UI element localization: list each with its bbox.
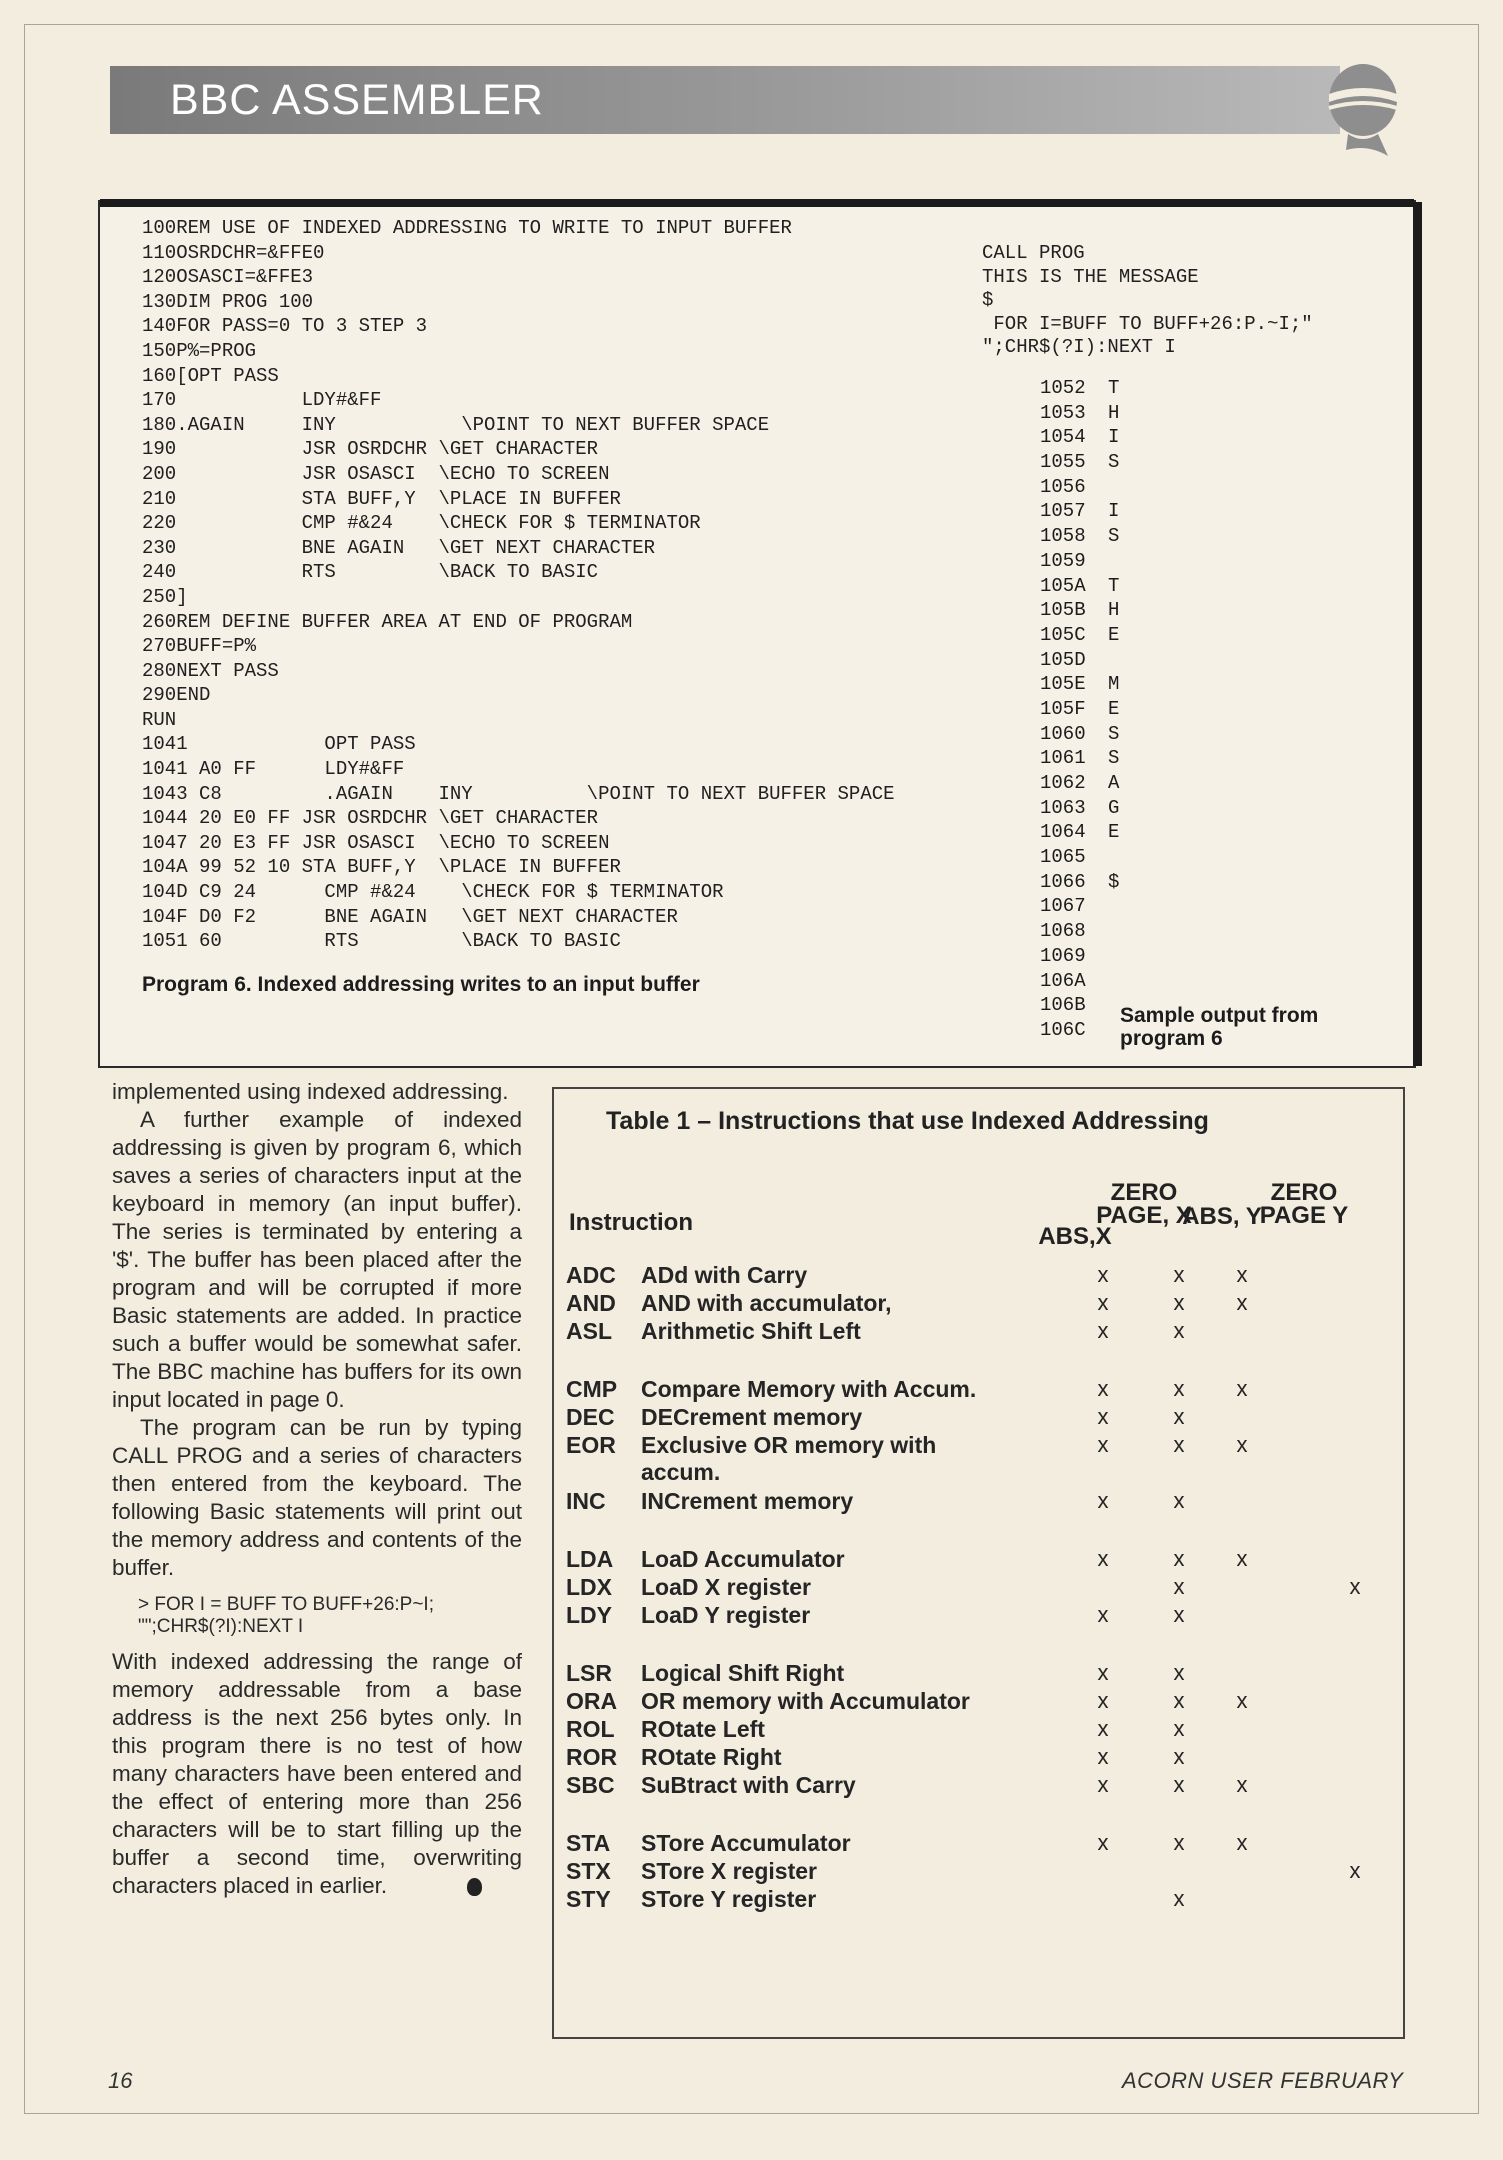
table-row bbox=[566, 1660, 1396, 1688]
output-address: 1067 bbox=[1040, 895, 1086, 918]
article-paragraph: A further example of indexed addressing is given by program 6, which saves a series of characters input at the keyboard in memory (an input buffer). The series is terminated by entering a '$'. The buffer has been placed after the program and will be corrupted if more Basic statements are added. In practice such a buffer would be somewhat safer. The BBC machine has buffers for its own input located in page 0. bbox=[112, 1107, 522, 1412]
instruction-description: INCrement memory bbox=[641, 1488, 854, 1514]
mode-mark-zero-page-x: x bbox=[1173, 1432, 1185, 1457]
table-body bbox=[566, 1262, 1396, 1914]
output-address: 105C bbox=[1040, 623, 1086, 646]
output-address: 1066 bbox=[1040, 870, 1086, 893]
table-row bbox=[566, 1830, 1396, 1858]
output-row bbox=[1040, 722, 1160, 747]
instruction-mnemonic: LDY bbox=[566, 1602, 612, 1628]
code-line: 200 JSR OSASCI \ECHO TO SCREEN bbox=[142, 462, 610, 485]
output-address: 106A bbox=[1040, 969, 1086, 992]
code-line: 220 CMP #&24 \CHECK FOR $ TERMINATOR bbox=[142, 512, 701, 535]
end-of-article-icon bbox=[467, 1878, 482, 1896]
code-line: 270BUFF=P% bbox=[142, 635, 257, 658]
instruction-mnemonic: ASL bbox=[566, 1318, 612, 1344]
column-header-instruction: Instruction bbox=[569, 1209, 693, 1236]
mode-mark-zero-page-y: x bbox=[1349, 1574, 1361, 1599]
output-character: I bbox=[1108, 426, 1120, 449]
mode-mark-zero-page-x: x bbox=[1173, 1574, 1185, 1599]
output-character: H bbox=[1108, 599, 1120, 622]
mode-mark-abs-y: x bbox=[1236, 1772, 1248, 1797]
output-address: 1054 bbox=[1040, 426, 1086, 449]
output-address: 1063 bbox=[1040, 796, 1086, 819]
instruction-description: Logical Shift Right bbox=[641, 1660, 845, 1686]
instruction-description: STore Accumulator bbox=[641, 1830, 851, 1856]
mode-mark-abs-y: x bbox=[1236, 1290, 1248, 1315]
output-character: S bbox=[1108, 451, 1120, 474]
output-row bbox=[1040, 870, 1160, 895]
table-row bbox=[566, 1488, 1396, 1516]
output-row bbox=[1040, 820, 1160, 845]
code-line: 100REM USE OF INDEXED ADDRESSING TO WRITE TO INPUT BUFFER bbox=[142, 217, 792, 239]
mode-mark-abs-x: x bbox=[1097, 1660, 1109, 1685]
column-header-abs-y: ABS, Y bbox=[1182, 1203, 1262, 1230]
instruction-mnemonic: CMP bbox=[566, 1376, 618, 1402]
mode-mark-abs-y: x bbox=[1236, 1432, 1248, 1457]
table-row bbox=[566, 1290, 1396, 1318]
mode-mark-zero-page-y: x bbox=[1349, 1858, 1361, 1883]
output-character: G bbox=[1108, 796, 1120, 819]
output-row bbox=[1040, 401, 1160, 426]
output-address: 105A bbox=[1040, 574, 1086, 597]
instruction-mnemonic: STX bbox=[566, 1858, 611, 1884]
output-address: 1055 bbox=[1040, 451, 1086, 474]
instruction-mnemonic: ROL bbox=[566, 1716, 615, 1742]
table-row bbox=[566, 1546, 1396, 1574]
output-address: 1058 bbox=[1040, 525, 1086, 548]
mode-mark-abs-y: x bbox=[1236, 1376, 1248, 1401]
mode-mark-abs-x: x bbox=[1097, 1318, 1109, 1343]
code-line: 290END bbox=[142, 684, 211, 707]
output-caption: Sample output from program 6 bbox=[1120, 1004, 1319, 1050]
output-character: S bbox=[1108, 722, 1120, 745]
output-character: H bbox=[1108, 401, 1120, 424]
mode-mark-abs-x: x bbox=[1097, 1432, 1109, 1457]
mode-mark-zero-page-x: x bbox=[1173, 1602, 1185, 1627]
mode-mark-abs-y: x bbox=[1236, 1830, 1248, 1855]
output-address: 1053 bbox=[1040, 401, 1086, 424]
article-paragraph: The program can be run by typing CALL PROG and a series of characters then entered from the keyboard. The following Basic statements will print out the memory address and contents of the buffer. bbox=[112, 1415, 522, 1580]
mode-mark-abs-y: x bbox=[1236, 1262, 1248, 1287]
article-paragraph: implemented using indexed addressing. bbox=[112, 1079, 509, 1104]
table-row bbox=[566, 1574, 1396, 1602]
output-row bbox=[1040, 425, 1160, 450]
code-line: 1047 20 E3 FF JSR OSASCI \ECHO TO SCREEN bbox=[142, 831, 610, 854]
output-address: 1052 bbox=[1040, 377, 1086, 399]
output-character: M bbox=[1108, 673, 1120, 696]
mode-mark-zero-page-x: x bbox=[1173, 1772, 1185, 1797]
instruction-mnemonic: INC bbox=[566, 1488, 606, 1514]
output-address: 105D bbox=[1040, 648, 1086, 671]
output-address: 1059 bbox=[1040, 549, 1086, 572]
table-row bbox=[566, 1432, 1396, 1488]
output-row bbox=[1040, 845, 1160, 870]
instruction-mnemonic: ROR bbox=[566, 1744, 618, 1770]
code-line: 170 LDY#&FF bbox=[142, 389, 382, 412]
column-header-abs-x: ABS,X bbox=[1038, 1223, 1112, 1250]
section-title: BBC ASSEMBLER bbox=[170, 76, 544, 124]
mode-mark-abs-y: x bbox=[1236, 1688, 1248, 1713]
instruction-mnemonic: AND bbox=[566, 1290, 616, 1316]
output-character: S bbox=[1108, 747, 1120, 770]
output-address: 1057 bbox=[1040, 500, 1086, 523]
output-character: E bbox=[1108, 697, 1120, 720]
output-command-line: ";CHR$(?I):NEXT I bbox=[982, 336, 1176, 358]
table-row bbox=[566, 1772, 1396, 1800]
code-line: 104D C9 24 CMP #&24 \CHECK FOR $ TERMINATOR bbox=[142, 881, 724, 904]
output-address: 105E bbox=[1040, 673, 1086, 696]
output-row bbox=[1040, 648, 1160, 673]
output-character: T bbox=[1108, 574, 1120, 597]
mode-mark-abs-x: x bbox=[1097, 1744, 1109, 1769]
mode-mark-abs-x: x bbox=[1097, 1376, 1109, 1401]
output-address: 1068 bbox=[1040, 920, 1086, 943]
table-row bbox=[566, 1376, 1396, 1404]
code-line: 250] bbox=[142, 585, 188, 608]
output-address: 106C bbox=[1040, 1018, 1086, 1041]
mode-mark-zero-page-x: x bbox=[1173, 1488, 1185, 1513]
acorn-logo-icon bbox=[1318, 60, 1408, 160]
mode-mark-zero-page-x: x bbox=[1173, 1404, 1185, 1429]
output-row bbox=[1040, 697, 1160, 722]
output-row bbox=[1040, 672, 1160, 697]
code-line: 160[OPT PASS bbox=[142, 364, 279, 387]
code-line: 190 JSR OSRDCHR \GET CHARACTER bbox=[142, 438, 599, 461]
program-caption: Program 6. Indexed addressing writes to an input buffer bbox=[142, 973, 700, 996]
instruction-mnemonic: ORA bbox=[566, 1688, 618, 1714]
output-address: 1069 bbox=[1040, 944, 1086, 967]
code-line: 1051 60 RTS \BACK TO BASIC bbox=[142, 930, 621, 953]
output-address: 1064 bbox=[1040, 821, 1086, 844]
output-command-line: $ bbox=[982, 289, 994, 311]
output-character: I bbox=[1108, 500, 1120, 523]
instruction-mnemonic: LSR bbox=[566, 1660, 612, 1686]
code-line: 230 BNE AGAIN \GET NEXT CHARACTER bbox=[142, 536, 656, 559]
mode-mark-zero-page-x: x bbox=[1173, 1376, 1185, 1401]
mode-mark-abs-x: x bbox=[1097, 1772, 1109, 1797]
instruction-description: STore X register bbox=[641, 1858, 817, 1884]
instruction-description: Exclusive OR memory with bbox=[641, 1432, 937, 1458]
instruction-mnemonic: LDA bbox=[566, 1546, 614, 1572]
magazine-footer: ACORN USER FEBRUARY bbox=[1122, 2068, 1404, 2093]
code-line: 240 RTS \BACK TO BASIC bbox=[142, 561, 599, 584]
output-row bbox=[1040, 574, 1160, 599]
output-row bbox=[1040, 450, 1160, 475]
mode-mark-zero-page-x: x bbox=[1173, 1886, 1185, 1911]
code-line: 130DIM PROG 100 bbox=[142, 290, 314, 313]
output-address: 1060 bbox=[1040, 722, 1086, 745]
instruction-mnemonic: DEC bbox=[566, 1404, 615, 1430]
sample-output-rows bbox=[1040, 376, 1160, 1043]
instruction-description: AND with accumulator, bbox=[641, 1290, 892, 1316]
output-character: T bbox=[1108, 377, 1120, 399]
section-header bbox=[110, 66, 1340, 134]
instruction-description-continued: accum. bbox=[641, 1459, 721, 1485]
mode-mark-abs-x: x bbox=[1097, 1688, 1109, 1713]
mode-mark-zero-page-x: x bbox=[1173, 1830, 1185, 1855]
output-address: 105B bbox=[1040, 599, 1086, 622]
mode-mark-abs-x: x bbox=[1097, 1602, 1109, 1627]
table-row bbox=[566, 1716, 1396, 1744]
instruction-mnemonic: STY bbox=[566, 1886, 611, 1912]
article-paragraph-text: With indexed addressing the range of memory addressable from a base address is the next 256 bytes only. In this program there is no test of how many characters have been entered and the effect of entering more than 256 characters will be to start filling up the buffer a second time, overwriting characters placed in earlier. bbox=[112, 1649, 522, 1898]
article-text-column bbox=[112, 1078, 522, 1900]
code-line: RUN bbox=[142, 708, 177, 731]
output-row bbox=[1040, 598, 1160, 623]
column-header-zero-page-y: ZERO PAGE Y bbox=[1259, 1179, 1349, 1229]
output-row bbox=[1040, 969, 1160, 994]
article-paragraph bbox=[112, 1648, 522, 1900]
instruction-mnemonic: EOR bbox=[566, 1432, 616, 1458]
output-row bbox=[1040, 746, 1160, 771]
output-row bbox=[1040, 376, 1160, 401]
output-address: 1065 bbox=[1040, 846, 1086, 869]
column-header-zero-page-x: ZERO PAGE, X bbox=[1096, 1179, 1192, 1229]
instruction-description: ADd with Carry bbox=[641, 1262, 808, 1288]
mode-mark-zero-page-x: x bbox=[1173, 1716, 1185, 1741]
code-line: 1041 OPT PASS bbox=[142, 733, 416, 756]
basic-command: > FOR I = BUFF TO BUFF+26:P~I; "";CHR$(?I):NEXT I bbox=[138, 1594, 434, 1637]
output-command-line: FOR I=BUFF TO BUFF+26:P.~I;" bbox=[982, 312, 1313, 335]
table-row bbox=[566, 1404, 1396, 1432]
output-character: $ bbox=[1108, 870, 1120, 893]
output-address: 106B bbox=[1040, 994, 1086, 1017]
mode-mark-abs-x: x bbox=[1097, 1290, 1109, 1315]
code-line: 110OSRDCHR=&FFE0 bbox=[142, 241, 325, 264]
code-line: 104A 99 52 10 STA BUFF,Y \PLACE IN BUFFER bbox=[142, 856, 621, 879]
mode-mark-abs-x: x bbox=[1097, 1262, 1109, 1287]
instruction-mnemonic: SBC bbox=[566, 1772, 615, 1798]
mode-mark-zero-page-x: x bbox=[1173, 1262, 1185, 1287]
output-row bbox=[1040, 944, 1160, 969]
code-line: 1044 20 E0 FF JSR OSRDCHR \GET CHARACTER bbox=[142, 807, 599, 830]
instruction-description: ROtate Left bbox=[641, 1716, 765, 1742]
instruction-description: LoaD Accumulator bbox=[641, 1546, 845, 1572]
instruction-mnemonic: ADC bbox=[566, 1262, 616, 1288]
output-row bbox=[1040, 894, 1160, 919]
code-line: 150P%=PROG bbox=[142, 339, 257, 362]
mode-mark-zero-page-x: x bbox=[1173, 1546, 1185, 1571]
output-command-line: THIS IS THE MESSAGE bbox=[982, 265, 1199, 288]
mode-mark-zero-page-x: x bbox=[1173, 1660, 1185, 1685]
mode-mark-zero-page-x: x bbox=[1173, 1318, 1185, 1343]
output-command-line: CALL PROG bbox=[982, 242, 1085, 264]
output-address: 1056 bbox=[1040, 475, 1086, 498]
output-row bbox=[1040, 796, 1160, 821]
output-row bbox=[1040, 475, 1160, 500]
instruction-mnemonic: STA bbox=[566, 1830, 611, 1856]
page-number: 16 bbox=[108, 2068, 133, 2093]
output-row bbox=[1040, 549, 1160, 574]
instruction-description: LoaD X register bbox=[641, 1574, 811, 1600]
code-line: 140FOR PASS=0 TO 3 STEP 3 bbox=[142, 315, 428, 338]
instruction-description: Arithmetic Shift Left bbox=[641, 1318, 861, 1344]
output-row bbox=[1040, 919, 1160, 944]
program-listing-panel bbox=[98, 200, 1416, 1068]
output-character: S bbox=[1108, 525, 1120, 548]
table-row bbox=[566, 1318, 1396, 1346]
code-line: 1043 C8 .AGAIN INY \POINT TO NEXT BUFFER SPACE bbox=[142, 782, 895, 805]
output-character: E bbox=[1108, 623, 1120, 646]
code-line: 104F D0 F2 BNE AGAIN \GET NEXT CHARACTER bbox=[142, 905, 678, 928]
indexed-addressing-table bbox=[552, 1087, 1405, 2039]
mode-mark-abs-x: x bbox=[1097, 1716, 1109, 1741]
mode-mark-abs-x: x bbox=[1097, 1546, 1109, 1571]
output-row bbox=[1040, 524, 1160, 549]
mode-mark-zero-page-x: x bbox=[1173, 1744, 1185, 1769]
code-line: 120OSASCI=&FFE3 bbox=[142, 266, 314, 289]
table-row bbox=[566, 1744, 1396, 1772]
instruction-description: OR memory with Accumulator bbox=[641, 1688, 970, 1714]
output-row bbox=[1040, 771, 1160, 796]
output-address: 1062 bbox=[1040, 772, 1086, 794]
output-character: E bbox=[1108, 821, 1120, 844]
instruction-mnemonic: LDX bbox=[566, 1574, 612, 1600]
instruction-description: STore Y register bbox=[641, 1886, 817, 1912]
mode-mark-abs-x: x bbox=[1097, 1830, 1109, 1855]
code-line: 260REM DEFINE BUFFER AREA AT END OF PROGRAM bbox=[142, 610, 633, 633]
mode-mark-abs-y: x bbox=[1236, 1546, 1248, 1571]
table-row bbox=[566, 1886, 1396, 1914]
assembler-code-listing bbox=[142, 216, 1002, 954]
instruction-description: ROtate Right bbox=[641, 1744, 782, 1770]
mode-mark-abs-x: x bbox=[1097, 1488, 1109, 1513]
instruction-description: Compare Memory with Accum. bbox=[641, 1376, 977, 1402]
table-row bbox=[566, 1688, 1396, 1716]
output-row bbox=[1040, 499, 1160, 524]
code-line: 180.AGAIN INY \POINT TO NEXT BUFFER SPACE bbox=[142, 413, 770, 436]
instruction-description: DECrement memory bbox=[641, 1404, 863, 1430]
table-row bbox=[566, 1602, 1396, 1630]
output-address: 1061 bbox=[1040, 747, 1086, 770]
output-command-lines bbox=[982, 242, 1402, 360]
table-row bbox=[566, 1262, 1396, 1290]
table-title: Table 1 – Instructions that use Indexed Addressing bbox=[606, 1107, 1209, 1135]
instruction-description: SuBtract with Carry bbox=[641, 1772, 856, 1798]
table-row bbox=[566, 1858, 1396, 1886]
output-character: A bbox=[1108, 772, 1120, 794]
code-line: 280NEXT PASS bbox=[142, 659, 279, 682]
output-row bbox=[1040, 623, 1160, 648]
mode-mark-zero-page-x: x bbox=[1173, 1688, 1185, 1713]
mode-mark-zero-page-x: x bbox=[1173, 1290, 1185, 1315]
mode-mark-abs-x: x bbox=[1097, 1404, 1109, 1429]
instruction-description: LoaD Y register bbox=[641, 1602, 811, 1628]
output-address: 105F bbox=[1040, 697, 1086, 720]
code-line: 1041 A0 FF LDY#&FF bbox=[142, 758, 405, 781]
code-line: 210 STA BUFF,Y \PLACE IN BUFFER bbox=[142, 487, 621, 510]
